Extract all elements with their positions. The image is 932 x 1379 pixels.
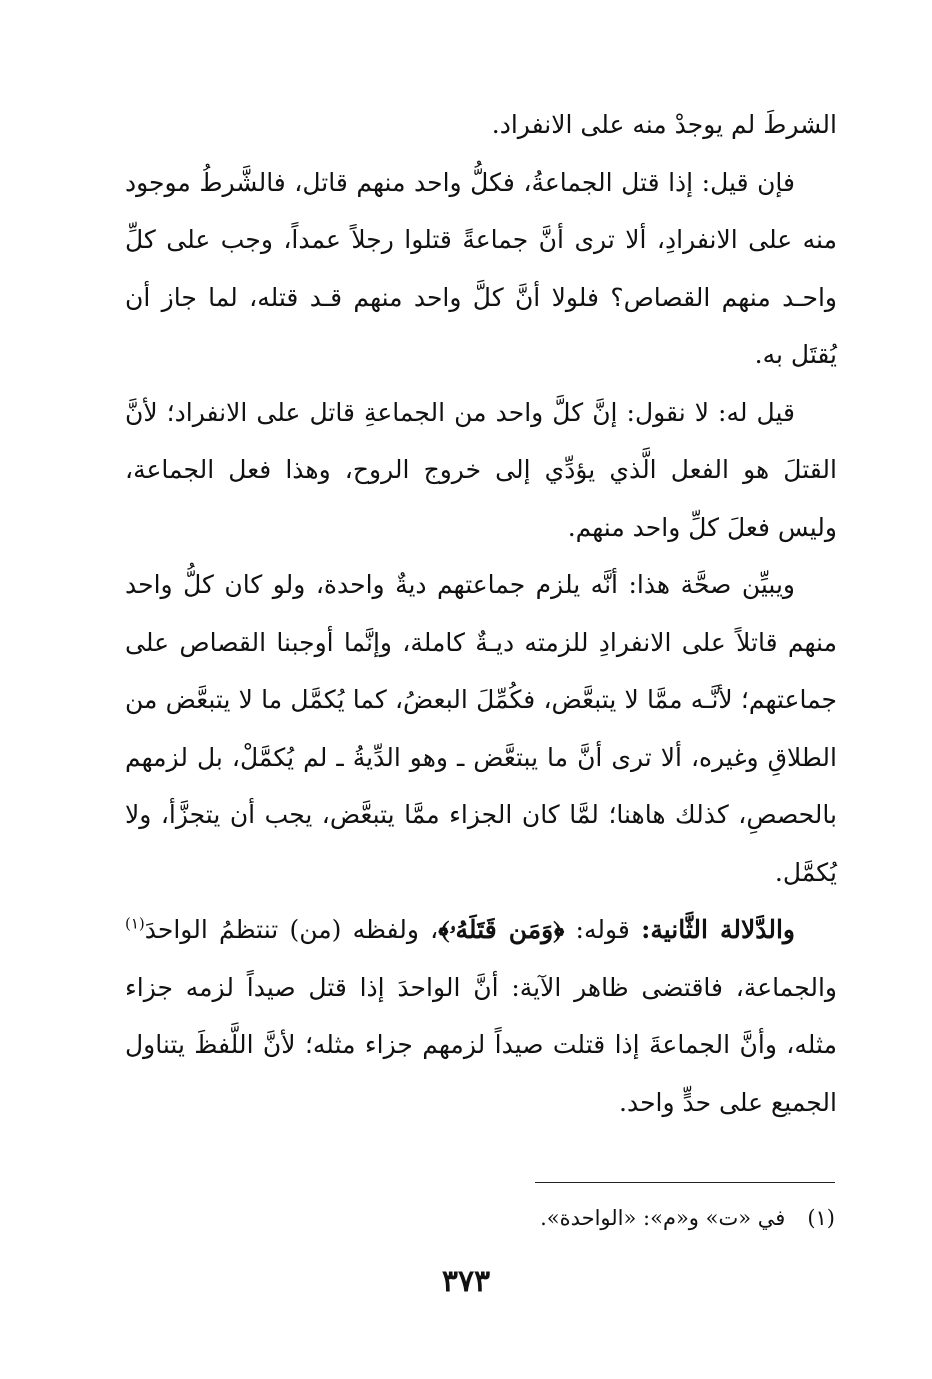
paragraph-1: الشرطَ لم يوجدْ منه على الانفراد. bbox=[491, 110, 837, 139]
footnote-divider bbox=[535, 1182, 835, 1183]
page-number: ٣٧٣ bbox=[441, 1264, 491, 1299]
paragraph-5-lead: والدَّلالة الثَّانية: bbox=[641, 915, 795, 944]
footnote-number: (١) bbox=[807, 1206, 835, 1230]
quran-quote: ﴿وَمَن قَتَلَهُۥ﴾ bbox=[438, 915, 565, 944]
footnote-text: في «ت» و«م»: «الواحدة». bbox=[540, 1206, 786, 1230]
footnote bbox=[300, 1202, 835, 1234]
paragraph-5-part-a: قوله: bbox=[564, 915, 642, 944]
footnote-reference: (١) bbox=[125, 914, 145, 933]
paragraph-5-part-c: والجماعة، فاقتضى ظاهر الآية: أنَّ الواحدَ إذا قتل صيداً لزمه جزاء مثله، وأنَّ الجماعةَ إذا قتلت صيداً لزمهم جزاء مثله؛ لأنَّ اللَّفظَ يتناول الجميع على حدٍّ واحد. bbox=[125, 972, 837, 1117]
main-text bbox=[125, 96, 837, 1131]
paragraph-4: ويبيِّن صحَّة هذا: أنَّه يلزم جماعتهم ديةٌ واحدة، ولو كان كلُّ واحد منهم قاتلاً على الانفرادِ للزمته ديـةٌ كاملة، وإنَّما أوجبنا القصاص على جماعتهم؛ لأنَّـه ممَّا لا يتبعَّض، فكُمِّلَ البعضُ، كما يُكمَّل ما لا يتبعَّض من الطلاقِ وغيره، ألا ترى أنَّ ما يبتعَّض ـ وهو الدِّيةُ ـ لم يُكمَّلْ، بل لزمهم بالحصصِ، كذلك هاهنا؛ لمَّا كان الجزاء ممَّا يتبعَّض، يجب أن يتجزَّأ، ولا يُكمَّل. bbox=[125, 570, 837, 887]
paragraph-3: قيل له: لا نقول: إنَّ كلَّ واحد من الجماعةِ قاتل على الانفراد؛ لأنَّ القتلَ هو الفعل الَّذي يؤدِّي إلى خروج الروح، وهذا فعل الجماعة، وليس فعلَ كلِّ واحد منهم. bbox=[125, 397, 837, 542]
paragraph-2: فإن قيل: إذا قتل الجماعةُ، فكلُّ واحد منهم قاتل، فالشَّرطُ موجود منه على الانفرادِ، ألا ترى أنَّ جماعةً قتلوا رجلاً عمداً، وجب على كلِّ واحـد منهم القصاص؟ فلولا أنَّ كلَّ واحد منهم قـد قتله، لما جاز أن يُقتَل به. bbox=[125, 167, 837, 369]
paragraph-5-part-b: ، ولفظه (من) تنتظمُ الواحدَ bbox=[144, 915, 439, 944]
paragraph-5 bbox=[125, 901, 837, 1131]
